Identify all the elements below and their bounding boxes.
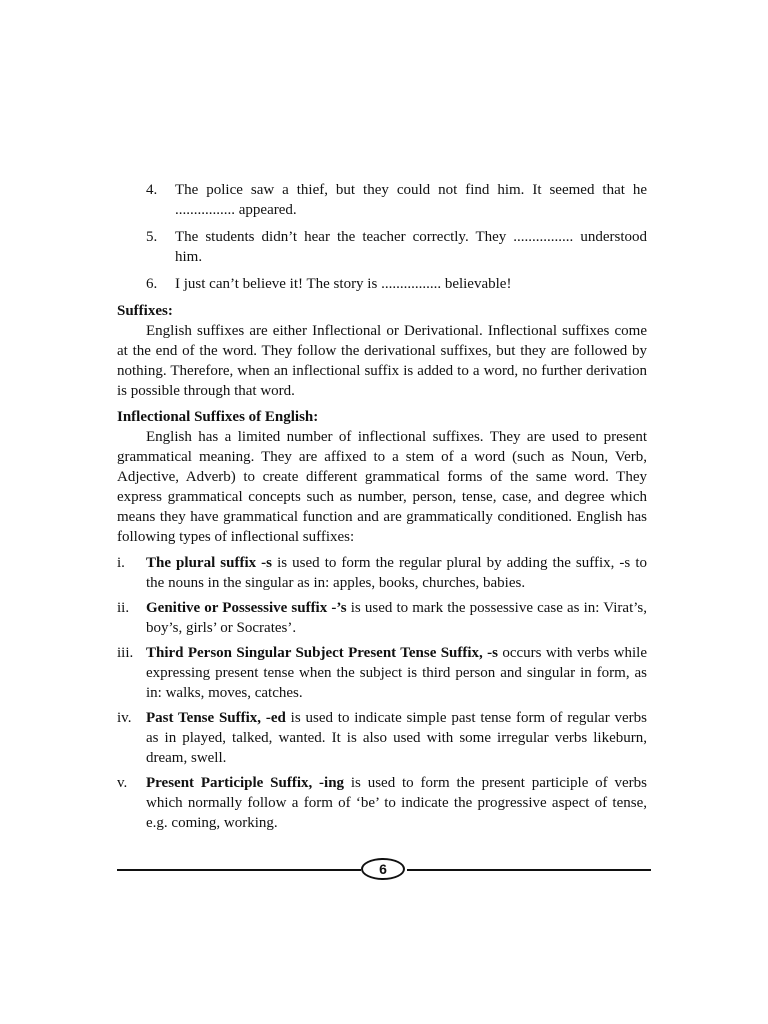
roman-numeral: ii.	[117, 600, 130, 616]
inflectional-suffix-list	[117, 553, 647, 833]
roman-numeral: v.	[117, 775, 128, 791]
roman-numeral: iii.	[117, 645, 134, 661]
exercise-number: 4.	[146, 182, 158, 198]
suffix-term: Present Participle Suffix, -ing	[146, 775, 345, 791]
suffix-list-item	[117, 643, 647, 703]
suffix-explanation: is used to form the present participle of verbs which normally follow a form of ‘be’ to indicate the progressive aspect of tense, e.g. coming, working.	[146, 775, 647, 831]
inflectional-heading: Inflectional Suffixes of English:	[117, 409, 319, 425]
exercise-item	[117, 180, 647, 220]
roman-numeral: i.	[117, 555, 125, 571]
suffix-term: Past Tense Suffix, -ed	[146, 710, 286, 726]
suffix-term: The plural suffix -s	[146, 555, 273, 571]
exercise-item	[117, 274, 647, 294]
footer-rule-left	[117, 869, 361, 871]
roman-numeral: iv.	[117, 710, 132, 726]
suffix-description	[146, 708, 647, 768]
exercise-number: 6.	[146, 276, 158, 292]
suffix-explanation: is used to form the regular plural by adding the suffix, -s to the nouns in the singular as in: apples, books, churches, babies.	[146, 555, 647, 591]
suffix-list-item	[117, 598, 647, 638]
exercise-item	[117, 227, 647, 267]
page-footer	[117, 858, 651, 882]
exercise-text: I just can’t believe it! The story is ................ believable!	[175, 276, 512, 292]
suffix-explanation: is used to mark the possessive case as in: Virat’s, boy’s, girls’ or Socrates’.	[146, 600, 647, 636]
exercise-number: 5.	[146, 229, 158, 245]
suffix-description	[146, 553, 647, 593]
suffix-list-item	[117, 708, 647, 768]
page-content	[117, 180, 647, 838]
suffix-explanation: occurs with verbs while expressing present tense when the subject is third person and singular in form, as in: walks, moves, catches.	[146, 645, 647, 701]
footer-rule-right	[407, 869, 651, 871]
suffixes-paragraph: English suffixes are either Inflectional or Derivational. Inflectional suffixes come at the end of the word. They follow the derivational suffixes, but they are followed by nothing. Therefore, when an inflectional suffix is added to a word, no further derivation is possible through that word.	[117, 323, 647, 399]
suffix-explanation: is used to indicate simple past tense form of regular verbs as in played, talked, wanted. It is also used with some irregular verbs likeburn, dream, swell.	[146, 710, 647, 766]
suffix-description	[146, 643, 647, 703]
inflectional-paragraph: English has a limited number of inflectional suffixes. They are used to present grammatical meaning. They are affixed to a stem of a word (such as Noun, Verb, Adjective, Adverb) to create different grammatical forms of the same word. They express grammatical concepts such as number, person, tense, case, and degree which means they have grammatical function and are grammatically conditioned. English has following types of inflectional suffixes:	[117, 429, 647, 545]
exercise-text: The police saw a thief, but they could not find him. It seemed that he ................ appeared.	[175, 182, 647, 218]
suffixes-heading: Suffixes:	[117, 303, 173, 319]
suffix-term: Genitive or Possessive suffix -’s	[146, 600, 347, 616]
suffix-description	[146, 598, 647, 638]
suffix-list-item	[117, 773, 647, 833]
suffix-term: Third Person Singular Subject Present Tense Suffix, -s	[146, 645, 498, 661]
suffix-description	[146, 773, 647, 833]
exercise-text: The students didn’t hear the teacher correctly. They ................ understood him.	[175, 229, 647, 265]
page-number: 6	[361, 858, 405, 880]
suffix-list-item	[117, 553, 647, 593]
exercise-list	[117, 180, 647, 294]
